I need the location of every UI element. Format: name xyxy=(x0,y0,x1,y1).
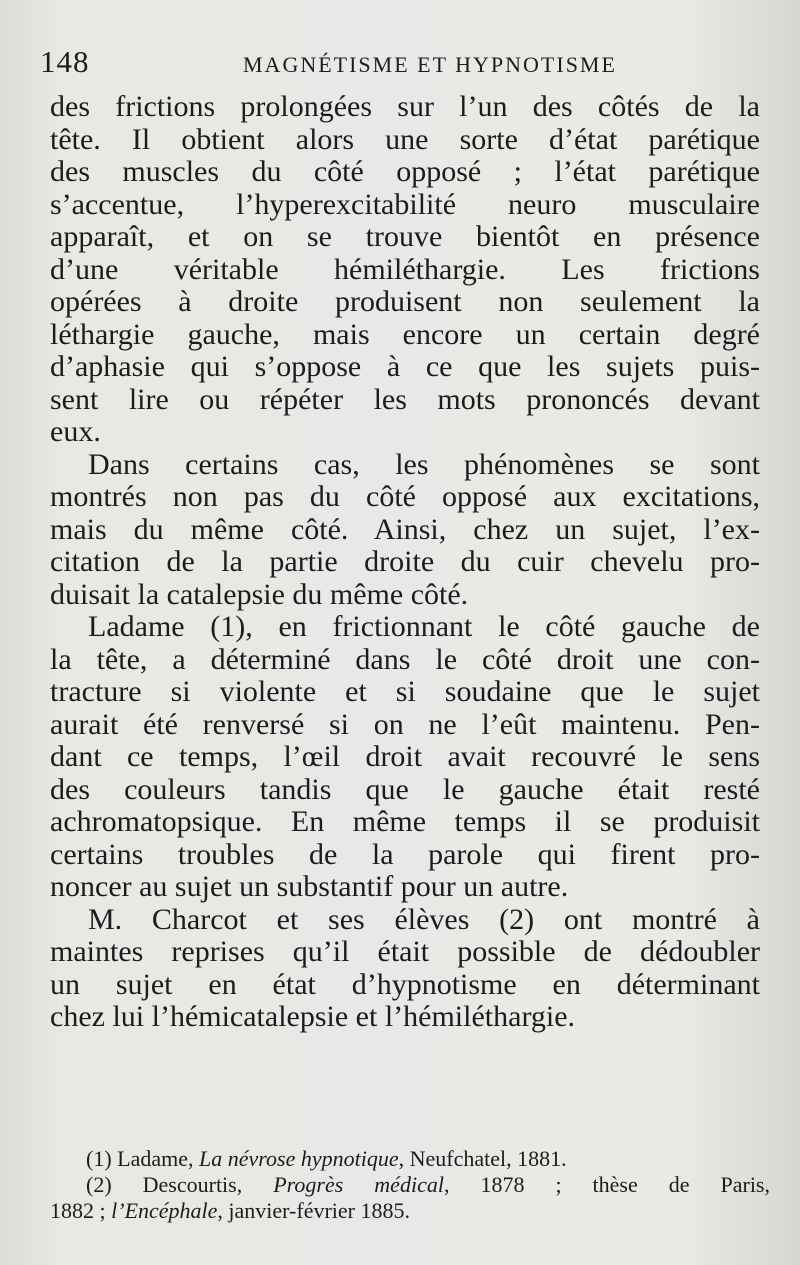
text-line: léthargie gauche, mais encore un certain degré xyxy=(50,317,760,351)
text-line: certains troubles de la parole qui firent pro- xyxy=(50,837,760,871)
footnote-2-marker: (2) Descourtis, xyxy=(86,1172,274,1197)
text-line: tête. Il obtient alors une sorte d’état parétique xyxy=(50,122,760,156)
footnote-1-title: La névrose hypnotique xyxy=(199,1146,399,1171)
footnote-2-continued xyxy=(50,1198,770,1224)
footnote-2-line2-rest: , janvier-février 1885. xyxy=(217,1198,411,1223)
footnote-1-marker: (1) Ladame, xyxy=(86,1146,199,1171)
text-line: montrés non pas du côté opposé aux excitations, xyxy=(50,480,760,513)
text-line: opérées à droite produisent non seulement la xyxy=(50,285,760,318)
text-line: achromatopsique. En même temps il se produisit xyxy=(50,805,760,838)
footnote-2-title: Progrès médical xyxy=(273,1172,444,1197)
footnote-2-journal: l’Encéphale xyxy=(111,1198,218,1223)
text-line: des muscles du côté opposé ; l’état parétique xyxy=(50,155,760,188)
footnote-2-line2-start: 1882 ; xyxy=(50,1198,112,1223)
text-line: citation de la partie droite du cuir chevelu pro- xyxy=(50,545,760,578)
text-line: aurait été renversé si on ne l’eût maintenu. Pen- xyxy=(50,707,760,741)
text-line: tracture si violente et si soudaine que le sujet xyxy=(50,675,760,708)
text-line: Ladame (1), en frictionnant le côté gauche de xyxy=(88,610,760,643)
footnote-1-rest: , Neufchatel, 1881. xyxy=(398,1146,567,1171)
footnote-2 xyxy=(50,1172,770,1198)
text-line: apparaît, et on se trouve bientôt en présence xyxy=(50,220,760,253)
text-line: un sujet en état d’hypnotisme en déterminant xyxy=(50,967,760,1001)
footnotes xyxy=(50,1146,770,1224)
page-number: 148 xyxy=(40,44,90,79)
body-text xyxy=(50,91,760,1034)
running-title: MAGNÉTISME ET HYPNOTISME xyxy=(243,52,617,77)
text-line: chez lui l’hémicatalepsie et l’hémiléthargie. xyxy=(50,1000,576,1033)
text-line: eux. xyxy=(50,415,101,448)
running-head xyxy=(40,44,760,84)
text-line: M. Charcot et ses élèves (2) ont montré à xyxy=(88,902,760,936)
text-line: s’accentue, l’hyperexcitabilité neuro musculaire xyxy=(50,187,760,221)
text-line: duisait la catalepsie du même côté. xyxy=(50,577,469,611)
text-line: d’une véritable hémiléthargie. Les frictions xyxy=(50,252,760,286)
footnote-1 xyxy=(50,1146,770,1172)
text-line: noncer au sujet un substantif pour un autre. xyxy=(50,870,569,903)
text-line: la tête, a déterminé dans le côté droit une con- xyxy=(50,642,760,676)
text-line: maintes reprises qu’il était possible de dédoubler xyxy=(50,935,760,968)
footnote-2-rest: , 1878 ; thèse de Paris, xyxy=(443,1172,770,1197)
text-line: sent lire ou répéter les mots prononcés devant xyxy=(50,382,760,416)
text-line: des frictions prolongées sur l’un des côtés de la xyxy=(50,90,760,123)
text-line: dant ce temps, l’œil droit avait recouvré le sens xyxy=(50,740,760,773)
text-line: d’aphasie qui s’oppose à ce que les sujets puis- xyxy=(50,350,760,383)
text-line: des couleurs tandis que le gauche était resté xyxy=(50,772,760,806)
text-line: Dans certains cas, les phénomènes se sont xyxy=(88,447,760,481)
text-line: mais du même côté. Ainsi, chez un sujet, l’ex- xyxy=(50,512,760,546)
